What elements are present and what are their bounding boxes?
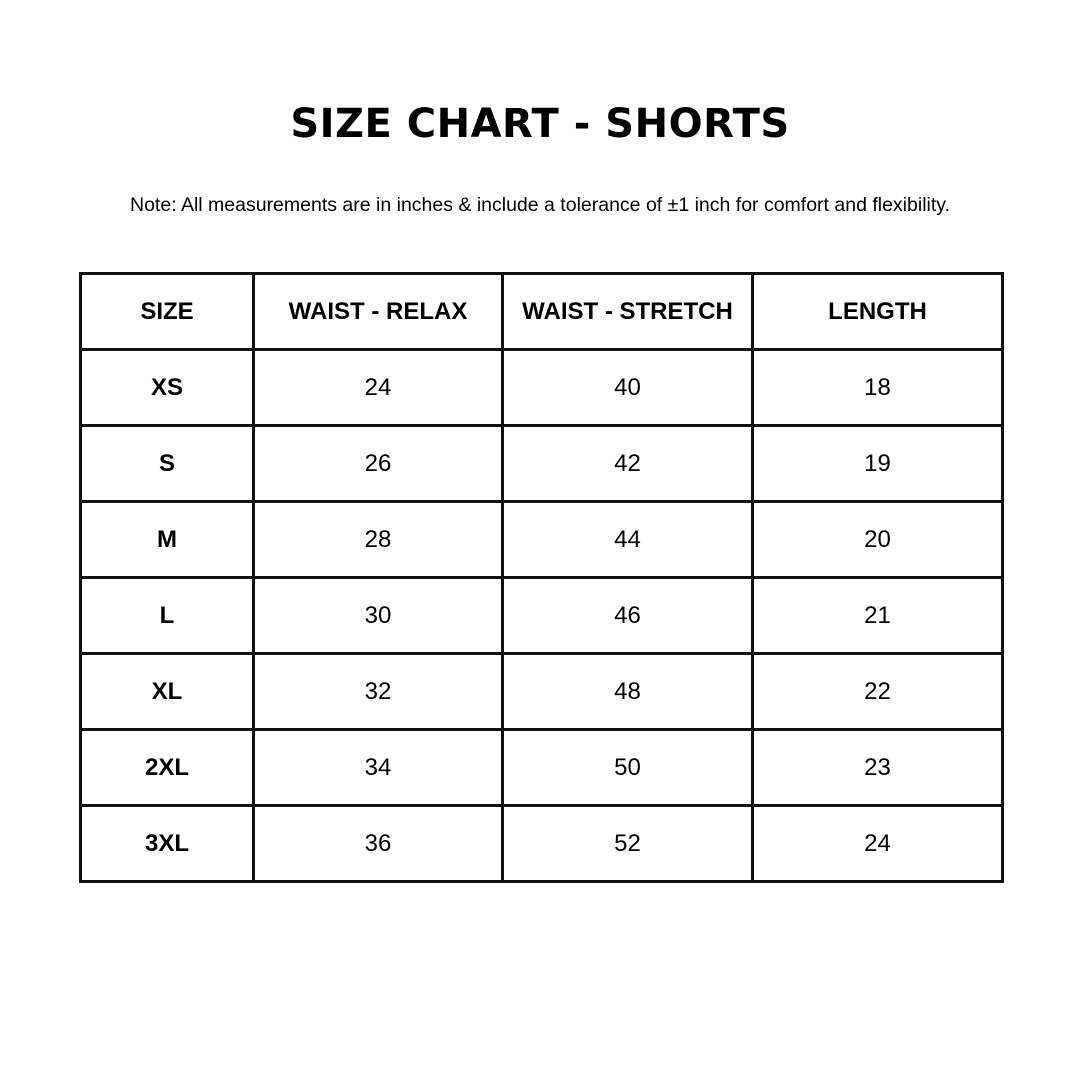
table-row (81, 502, 1003, 578)
waist-relax-cell: 36 (254, 806, 503, 882)
waist-stretch-cell: 44 (503, 502, 753, 578)
waist-relax-cell: 32 (254, 654, 503, 730)
length-cell: 18 (753, 350, 1003, 426)
size-cell: M (81, 502, 254, 578)
waist-stretch-cell: 48 (503, 654, 753, 730)
table-row (81, 578, 1003, 654)
table-row (81, 426, 1003, 502)
measurement-note: Note: All measurements are in inches & include a tolerance of ±1 inch for comfort and flexibility. (130, 194, 950, 216)
header-size: SIZE (81, 274, 254, 350)
waist-relax-cell: 26 (254, 426, 503, 502)
size-cell: 2XL (81, 730, 254, 806)
table-row (81, 730, 1003, 806)
size-cell: 3XL (81, 806, 254, 882)
header-waist-stretch: WAIST - STRETCH (503, 274, 753, 350)
waist-stretch-cell: 50 (503, 730, 753, 806)
size-cell: L (81, 578, 254, 654)
waist-relax-cell: 30 (254, 578, 503, 654)
waist-stretch-cell: 52 (503, 806, 753, 882)
waist-stretch-cell: 40 (503, 350, 753, 426)
length-cell: 22 (753, 654, 1003, 730)
header-waist-relax: WAIST - RELAX (254, 274, 503, 350)
length-cell: 19 (753, 426, 1003, 502)
size-cell: XL (81, 654, 254, 730)
waist-stretch-cell: 46 (503, 578, 753, 654)
length-cell: 24 (753, 806, 1003, 882)
length-cell: 23 (753, 730, 1003, 806)
table-header-row (81, 274, 1003, 350)
size-cell: XS (81, 350, 254, 426)
waist-relax-cell: 28 (254, 502, 503, 578)
waist-relax-cell: 34 (254, 730, 503, 806)
waist-stretch-cell: 42 (503, 426, 753, 502)
header-length: LENGTH (753, 274, 1003, 350)
page-title: SIZE CHART - SHORTS (290, 101, 790, 147)
size-cell: S (81, 426, 254, 502)
table-row (81, 806, 1003, 882)
length-cell: 20 (753, 502, 1003, 578)
table-row (81, 350, 1003, 426)
size-chart-table (79, 272, 1004, 883)
table-row (81, 654, 1003, 730)
waist-relax-cell: 24 (254, 350, 503, 426)
length-cell: 21 (753, 578, 1003, 654)
